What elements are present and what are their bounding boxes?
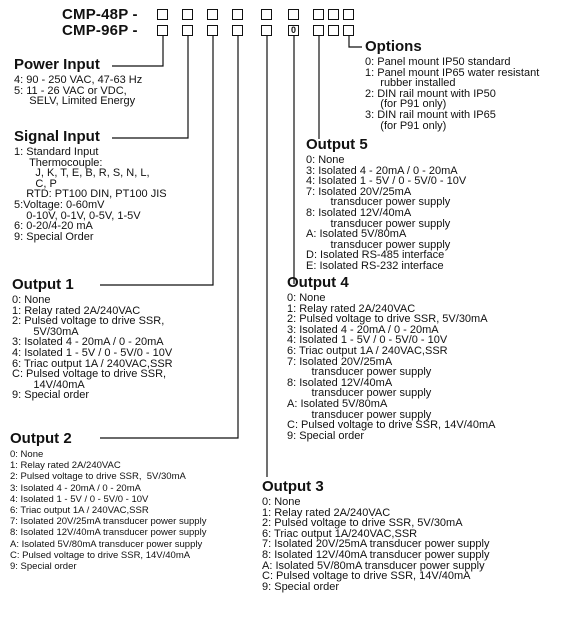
list-item: 6: Triac output 1A / 240VAC,SSR <box>10 505 149 517</box>
list-item: 0-10V, 0-1V, 0-5V, 1-5V <box>14 209 141 222</box>
list-item: A: Isolated 5V/80mA <box>306 228 407 241</box>
code-box <box>182 25 193 36</box>
code-box <box>343 9 354 20</box>
section-title: Output 5 <box>306 136 368 153</box>
list-item: 2: DIN rail mount with IP50 <box>365 87 496 100</box>
section-title: Output 4 <box>287 274 349 291</box>
code-box <box>207 25 218 36</box>
list-item: RTD: PT100 DIN, PT100 JIS <box>14 188 167 201</box>
list-item: 1: Relay rated 2A/240VAC <box>12 304 141 317</box>
list-item: 8: Isolated 12V/40mA transducer power supply <box>262 548 490 561</box>
code-box <box>261 25 272 36</box>
list-item: 7: Isolated 20V/25mA transducer power supply <box>262 538 490 551</box>
code-box <box>261 9 272 20</box>
list-item: SELV, Limited Energy <box>14 95 136 108</box>
section-title: Output 3 <box>262 478 324 495</box>
section-title: Output 1 <box>12 276 74 293</box>
output2-section <box>10 430 206 572</box>
list-item: Thermocouple: <box>14 156 103 169</box>
list-item: 0: Panel mount IP50 standard <box>365 56 511 68</box>
list-item: A: Isolated 5V/80mA transducer power supply <box>10 538 203 550</box>
list-item: 0: None <box>287 292 326 304</box>
output3-section <box>262 478 489 592</box>
list-item: 1: Standard Input <box>14 146 99 158</box>
list-item: 4: Isolated 1 - 5V / 0 - 5V/0 - 10V <box>306 175 467 188</box>
list-item: 2: Pulsed voltage to drive SSR, 5V/30mA <box>287 313 488 326</box>
output1-section <box>12 276 173 401</box>
model-code-96p: CMP-96P - <box>62 22 138 39</box>
list-item: 9: Special order <box>262 580 340 593</box>
list-item: 3: Isolated 4 - 20mA / 0 - 20mA <box>12 336 164 349</box>
list-item: 8: Isolated 12V/40mA transducer power supply <box>10 527 207 539</box>
list-item: 4: Isolated 1 - 5V / 0 - 5V/0 - 10V <box>10 493 149 505</box>
list-item: 8: Isolated 12V/40mA <box>306 206 412 219</box>
code-box: 0 <box>288 25 299 36</box>
code-box <box>207 9 218 20</box>
list-item: 1: Relay rated 2A/240VAC <box>287 302 416 315</box>
code-box <box>232 25 243 36</box>
list-item: 7: Isolated 20V/25mA <box>306 185 412 198</box>
list-item: transducer power supply <box>306 217 451 230</box>
list-item: (for P91 only) <box>365 119 447 132</box>
power-input-section <box>14 56 142 107</box>
list-item: 1: Panel mount IP65 water resistant <box>365 66 540 79</box>
list-item: 5:Voltage: 0-60mV <box>14 198 105 211</box>
list-item: 0: None <box>262 496 301 508</box>
list-item: rubber installed <box>365 77 456 90</box>
list-item: 2: Pulsed voltage to drive SSR, 5V/30mA <box>262 517 463 530</box>
list-item: transducer power supply <box>306 196 451 209</box>
list-item: 6: Triac output 1A/240VAC,SSR <box>262 527 418 540</box>
list-item: A: Isolated 5V/80mA transducer power supply <box>262 559 485 572</box>
list-item: 6: Triac output 1A / 240VAC,SSR <box>12 357 173 370</box>
list-item: 14V/40mA <box>12 378 85 391</box>
model-code-48p: CMP-48P - <box>62 6 138 23</box>
list-item: 5V/30mA <box>12 325 79 338</box>
list-item: transducer power supply <box>287 366 432 379</box>
code-box <box>313 9 324 20</box>
list-item: 4: Isolated 1 - 5V / 0 - 5V/0 - 10V <box>287 334 448 347</box>
code-box <box>343 25 354 36</box>
list-item: E: Isolated RS-232 interface <box>306 259 444 272</box>
output5-section <box>306 136 466 272</box>
list-item: C: Pulsed voltage to drive SSR, <box>12 368 167 381</box>
list-item: A: Isolated 5V/80mA <box>287 397 388 410</box>
list-item: 3: Isolated 4 - 20mA / 0 - 20mA <box>306 164 458 177</box>
list-item: 1: Relay rated 2A/240VAC <box>262 506 391 519</box>
list-item: transducer power supply <box>287 387 432 400</box>
list-item: 5: 11 - 26 VAC or VDC, <box>14 84 127 97</box>
list-item: 4: 90 - 250 VAC, 47-63 Hz <box>14 74 143 86</box>
list-item: transducer power supply <box>287 408 432 421</box>
code-box <box>232 9 243 20</box>
list-item: 3: DIN rail mount with IP65 <box>365 108 496 121</box>
list-item: 1: Relay rated 2A/240VAC <box>10 460 121 472</box>
signal-input-section <box>14 128 167 242</box>
list-item: 8: Isolated 12V/40mA <box>287 376 393 389</box>
section-title: Output 2 <box>10 430 72 447</box>
list-item: 0: None <box>10 449 44 460</box>
list-item: 3: Isolated 4 - 20mA / 0 - 20mA <box>10 482 141 494</box>
list-item: 7: Isolated 20V/25mA <box>287 355 393 368</box>
code-box <box>328 25 339 36</box>
list-item: C: Pulsed voltage to drive SSR, 14V/40mA <box>10 549 191 561</box>
code-box <box>157 9 168 20</box>
options-section <box>365 38 539 131</box>
list-item: 4: Isolated 1 - 5V / 0 - 5V/0 - 10V <box>12 346 173 359</box>
output4-section <box>287 274 496 441</box>
list-item: transducer power supply <box>306 238 451 251</box>
code-box <box>182 9 193 20</box>
list-item: 9: Special order <box>287 429 365 442</box>
list-item: C, P <box>14 177 57 190</box>
code-box <box>288 9 299 20</box>
list-item: C: Pulsed voltage to drive SSR, 14V/40mA <box>287 419 496 432</box>
list-item: J, K, T, E, B, R, S, N, L, <box>14 167 150 180</box>
section-title: Signal Input <box>14 128 100 145</box>
list-item: 6: 0-20/4-20 mA <box>14 220 93 233</box>
list-item: 0: None <box>12 294 51 306</box>
list-item: D: Isolated RS-485 interface <box>306 249 445 262</box>
code-box <box>157 25 168 36</box>
list-item: 3: Isolated 4 - 20mA / 0 - 20mA <box>287 323 439 336</box>
code-box <box>328 9 339 20</box>
list-item: 9: Special Order <box>14 230 94 243</box>
list-item: C: Pulsed voltage to drive SSR, 14V/40mA <box>262 570 471 583</box>
list-item: 7: Isolated 20V/25mA transducer power supply <box>10 516 207 528</box>
section-title: Power Input <box>14 56 100 73</box>
list-item: 9: Special order <box>12 389 90 402</box>
list-item: 2: Pulsed voltage to drive SSR, 5V/30mA <box>10 471 186 483</box>
code-box <box>313 25 324 36</box>
list-item: 0: None <box>306 154 345 166</box>
section-title: Options <box>365 38 422 55</box>
list-item: 9: Special order <box>10 561 77 573</box>
list-item: 2: Pulsed voltage to drive SSR, <box>12 315 165 328</box>
list-item: 6: Triac output 1A / 240VAC,SSR <box>287 344 448 357</box>
list-item: (for P91 only) <box>365 98 447 111</box>
